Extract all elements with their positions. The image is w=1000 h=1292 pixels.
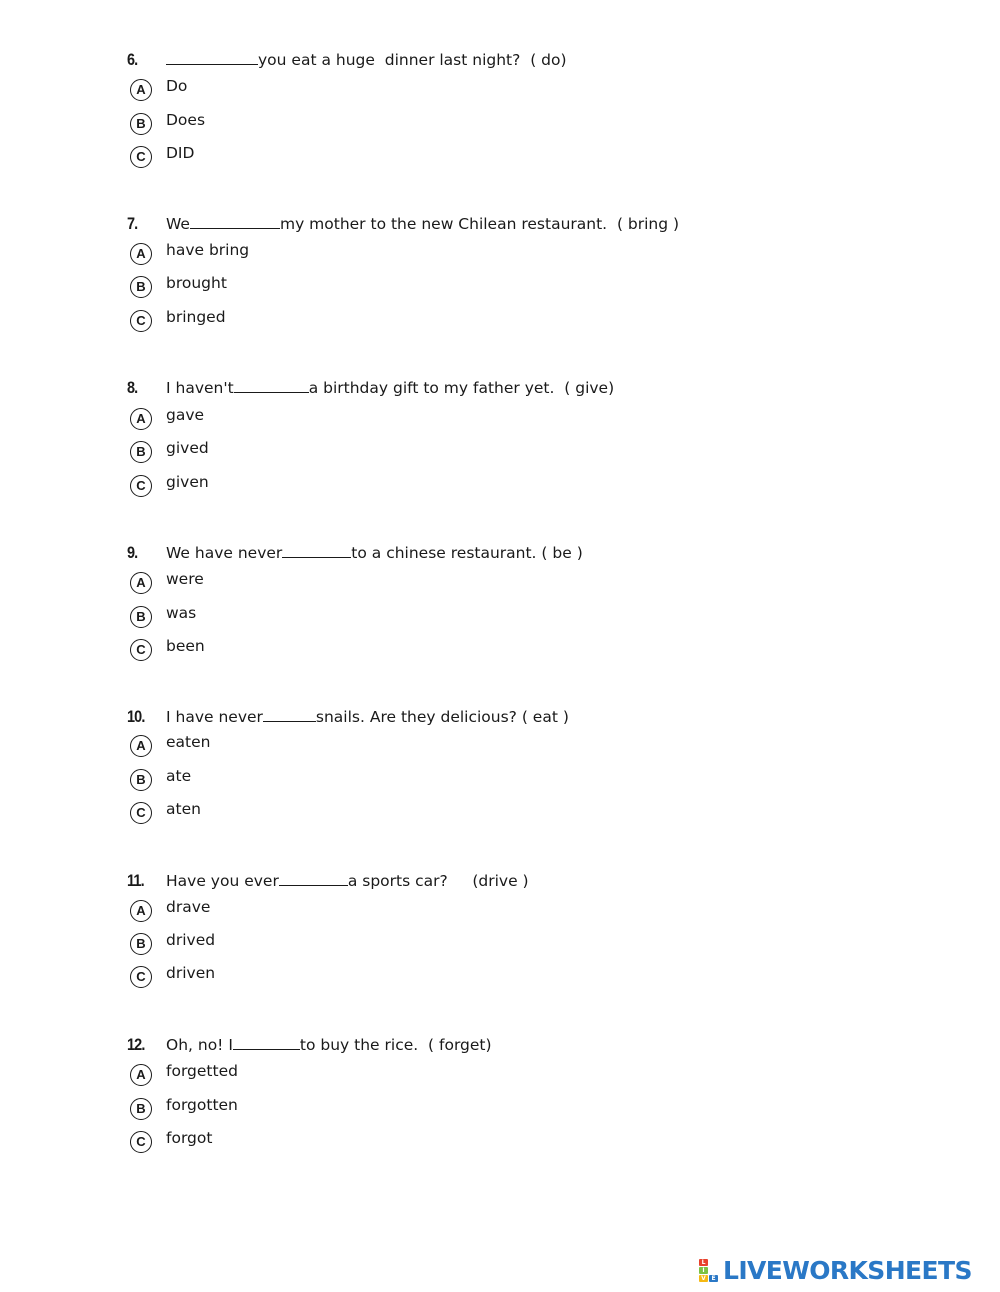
option-label[interactable]: Does [166,111,206,129]
option-c[interactable] [130,308,530,337]
option-a[interactable] [130,406,530,435]
option-label[interactable]: DID [166,144,195,162]
answer-blank[interactable] [166,51,258,65]
question-number: 9. [127,543,138,562]
option-label[interactable]: driven [166,964,216,982]
option-label[interactable]: ate [166,767,192,785]
question-text [166,215,679,233]
option-circle-c[interactable]: C [130,146,152,168]
option-circle-c[interactable]: C [130,802,152,824]
option-label[interactable]: drave [166,898,211,916]
text-after-blank: to buy the rice. ( forget) [299,1036,492,1054]
question-text [166,872,529,890]
logo-block-v: V [699,1275,708,1282]
option-c[interactable] [130,1129,530,1158]
option-circle-c[interactable]: C [130,310,152,332]
option-circle-c[interactable]: C [130,966,152,988]
question-text [166,51,567,69]
text-after-blank: to a chinese restaurant. ( be ) [351,544,583,562]
question-number: 8. [127,378,138,397]
question-text [166,379,614,397]
option-a[interactable] [130,898,530,927]
text-after-blank: a birthday gift to my father yet. ( give) [308,379,615,397]
question-number: 11. [127,871,144,890]
option-c[interactable] [130,144,530,173]
option-b[interactable] [130,767,530,796]
option-label[interactable]: been [166,637,205,655]
answer-blank[interactable] [263,708,316,722]
text-after-blank: you eat a huge dinner last night? ( do) [258,51,567,69]
option-b[interactable] [130,1096,530,1125]
option-circle-b[interactable]: B [130,606,152,628]
option-label[interactable]: were [166,570,204,588]
text-before-blank: I haven't [166,379,234,397]
question-number: 7. [127,214,138,233]
option-b[interactable] [130,604,530,633]
question-number: 6. [127,50,138,69]
text-after-blank: a sports car? (drive ) [347,872,529,890]
answer-blank[interactable] [234,379,309,393]
option-circle-a[interactable]: A [130,735,152,757]
answer-blank[interactable] [282,544,351,558]
option-circle-b[interactable]: B [130,276,152,298]
text-before-blank: I have never [166,708,263,726]
option-c[interactable] [130,473,530,502]
option-circle-c[interactable]: C [130,475,152,497]
option-c[interactable] [130,964,530,993]
option-circle-b[interactable]: B [130,441,152,463]
question-text [166,544,583,562]
option-a[interactable] [130,77,530,106]
option-label[interactable]: forgotten [166,1096,238,1114]
option-circle-b[interactable]: B [130,933,152,955]
option-label[interactable]: bringed [166,308,226,326]
option-label[interactable]: aten [166,800,201,818]
option-label[interactable]: have bring [166,241,250,259]
question-number: 10. [127,707,145,726]
option-circle-a[interactable]: A [130,79,152,101]
question-6 [0,50,1000,189]
brand-name: LIVEWORKSHEETS [723,1256,972,1285]
option-label[interactable]: forgot [166,1129,213,1147]
option-circle-c[interactable]: C [130,639,152,661]
answer-blank[interactable] [190,215,280,229]
text-before-blank: Oh, no! I [166,1036,233,1054]
option-circle-a[interactable]: A [130,900,152,922]
question-8 [0,378,1000,517]
option-label[interactable]: forgetted [166,1062,238,1080]
logo-block-l: L [699,1259,708,1266]
option-b[interactable] [130,111,530,140]
option-circle-c[interactable]: C [130,1131,152,1153]
liveworksheets-logo [699,1257,999,1285]
option-circle-b[interactable]: B [130,769,152,791]
question-12 [0,1035,1000,1174]
option-label[interactable]: drived [166,931,216,949]
option-a[interactable] [130,1062,530,1091]
option-b[interactable] [130,274,530,303]
logo-blocks-icon [699,1259,721,1283]
option-circle-b[interactable]: B [130,1098,152,1120]
text-before-blank: We have never [166,544,283,562]
option-b[interactable] [130,439,530,468]
question-number: 12. [127,1035,145,1054]
question-9 [0,543,1000,682]
option-a[interactable] [130,733,530,762]
text-before-blank: Have you ever [166,872,279,890]
option-label[interactable]: given [166,473,209,491]
option-label[interactable]: gived [166,439,209,457]
option-label[interactable]: was [166,604,197,622]
logo-block-i: I [699,1267,708,1274]
option-label[interactable]: eaten [166,733,211,751]
option-circle-a[interactable]: A [130,572,152,594]
question-7 [0,214,1000,353]
option-circle-a[interactable]: A [130,1064,152,1086]
option-c[interactable] [130,637,530,666]
option-c[interactable] [130,800,530,829]
option-label[interactable]: Do [166,77,188,95]
question-11 [0,871,1000,1010]
answer-blank[interactable] [279,872,348,886]
option-circle-a[interactable]: A [130,408,152,430]
text-before-blank: We [166,215,190,233]
option-b[interactable] [130,931,530,960]
option-a[interactable] [130,570,530,599]
option-circle-a[interactable]: A [130,243,152,265]
question-text [166,1036,492,1054]
text-after-blank: snails. Are they delicious? ( eat ) [315,708,569,726]
option-label[interactable]: gave [166,406,205,424]
option-label[interactable]: brought [166,274,227,292]
option-a[interactable] [130,241,530,270]
question-text [166,708,569,726]
text-after-blank: my mother to the new Chilean restaurant. ( bring ) [279,215,680,233]
question-10 [0,707,1000,846]
answer-blank[interactable] [233,1036,300,1050]
option-circle-b[interactable]: B [130,113,152,135]
logo-block-e: E [709,1275,718,1282]
